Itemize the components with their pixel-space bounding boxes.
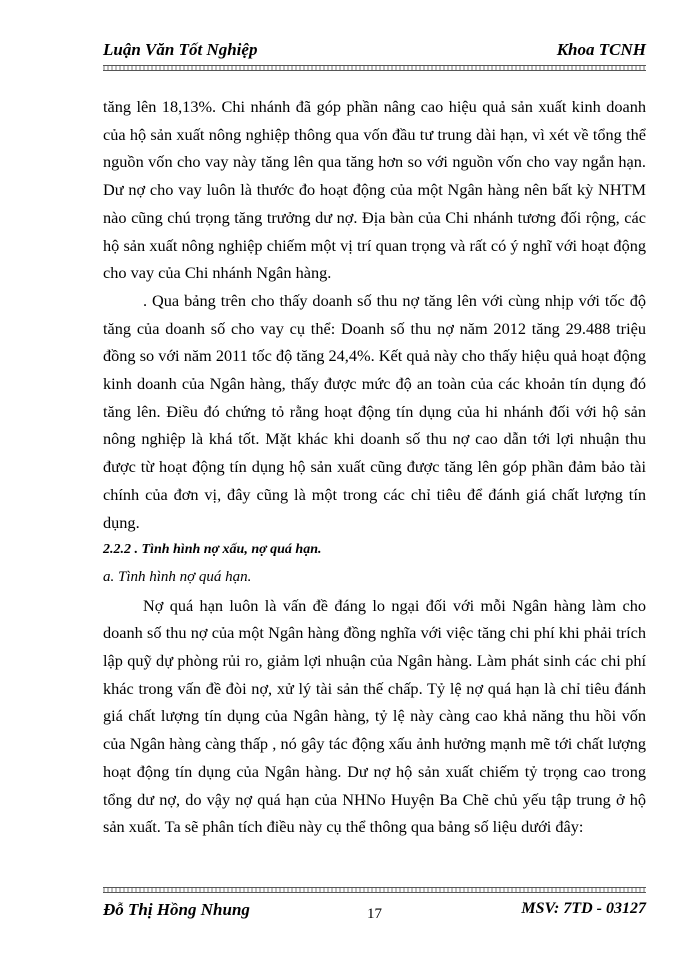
paragraph-3: Nợ quá hạn luôn là vấn đề đáng lo ngại đối với mỗi Ngân hàng làm cho doanh số thu nợ của một Ngân hàng đồng nghĩa với việc tăng chi phí khi phải trích lập quỹ dự phòng rủi ro, giảm lợi nhuận của Ngân hàng. Làm phát sinh các chi phí khác trong vấn đề đòi nợ, xử lý tài sản thế chấp. Tỷ lệ nợ quá hạn là chỉ tiêu đánh giá chất lượng tín dụng của Ngân hàng, tỷ lệ này càng cao khả năng thu hồi vốn của Ngân hàng càng thấp , nó gây tác động xấu ảnh hưởng mạnh mẽ tới chất lượng hoạt động tín dụng của Ngân hàng. Dư nợ hộ sản xuất chiếm tỷ trọng cao trong tổng dư nợ, do vậy nợ quá hạn của NHNo Huyện Ba Chẽ chủ yếu tập trung ở hộ sản xuất. Ta sẽ phân tích điều này cụ thể thông qua bảng số liệu dưới đây: xyxy=(103,595,646,837)
subsection-heading: a. Tình hình nợ quá hạn. xyxy=(103,568,252,585)
footer-divider xyxy=(103,887,646,893)
footer-student-id: MSV: 7TD - 03127 xyxy=(521,900,646,917)
page-header xyxy=(103,40,646,64)
paragraph-2: . Qua bảng trên cho thấy doanh số thu nợ tăng lên với cùng nhịp với tốc độ tăng của doanh số cho vay cụ thể: Doanh số thu nợ năm 2012 tăng 29.488 triệu đồng so với năm 2011 tốc độ tăng 24,4%. Kết quả này cho thấy hiệu quả hoạt động kinh doanh của Ngân hàng, thấy được mức độ an toàn của các khoản tín dụng đó tăng lên. Điều đó chứng tỏ rằng hoạt động tín dụng của hi nhánh đối với hộ sản nông nghiệp là khá tốt. Mặt khác khi doanh số thu nợ cao dẫn tới lợi nhuận thu được từ hoạt động tín dụng hộ sản xuất cũng được tăng lên góp phần đảm bảo tài chính của đơn vị, đây cũng là một trong các chỉ tiêu để đánh giá chất lượng tín dụng. xyxy=(103,290,646,532)
header-divider xyxy=(103,65,646,71)
page-number: 17 xyxy=(367,906,382,922)
header-thesis-title: Luận Văn Tốt Nghiệp xyxy=(103,40,258,59)
page-body xyxy=(103,93,646,841)
section-heading: 2.2.2 . Tình hình nợ xấu, nợ quá hạn. xyxy=(103,542,322,558)
paragraph-1: tăng lên 18,13%. Chi nhánh đã góp phần nâng cao hiệu quả sản xuất kinh doanh của hộ sản xuất nông nghiệp thông qua vốn đầu tư trung dài hạn, vì xét về tổng thể nguồn vốn cho vay này tăng lên qua tăng hơn so với nguồn vốn cho vay ngắn hạn. Dư nợ cho vay luôn là thước đo hoạt động của một Ngân hàng nên bất kỳ NHTM nào cũng chú trọng tăng trưởng dư nợ. Địa bàn của Chi nhánh tương đối rộng, các hộ sản xuất nông nghiệp chiếm một vị trí quan trọng và rất có ý nghĩ với hoạt động cho vay của Chi nhánh Ngân hàng. xyxy=(103,97,646,283)
page-footer xyxy=(103,900,646,924)
footer-author: Đỗ Thị Hồng Nhung xyxy=(103,900,250,919)
header-faculty: Khoa TCNH xyxy=(556,40,646,59)
